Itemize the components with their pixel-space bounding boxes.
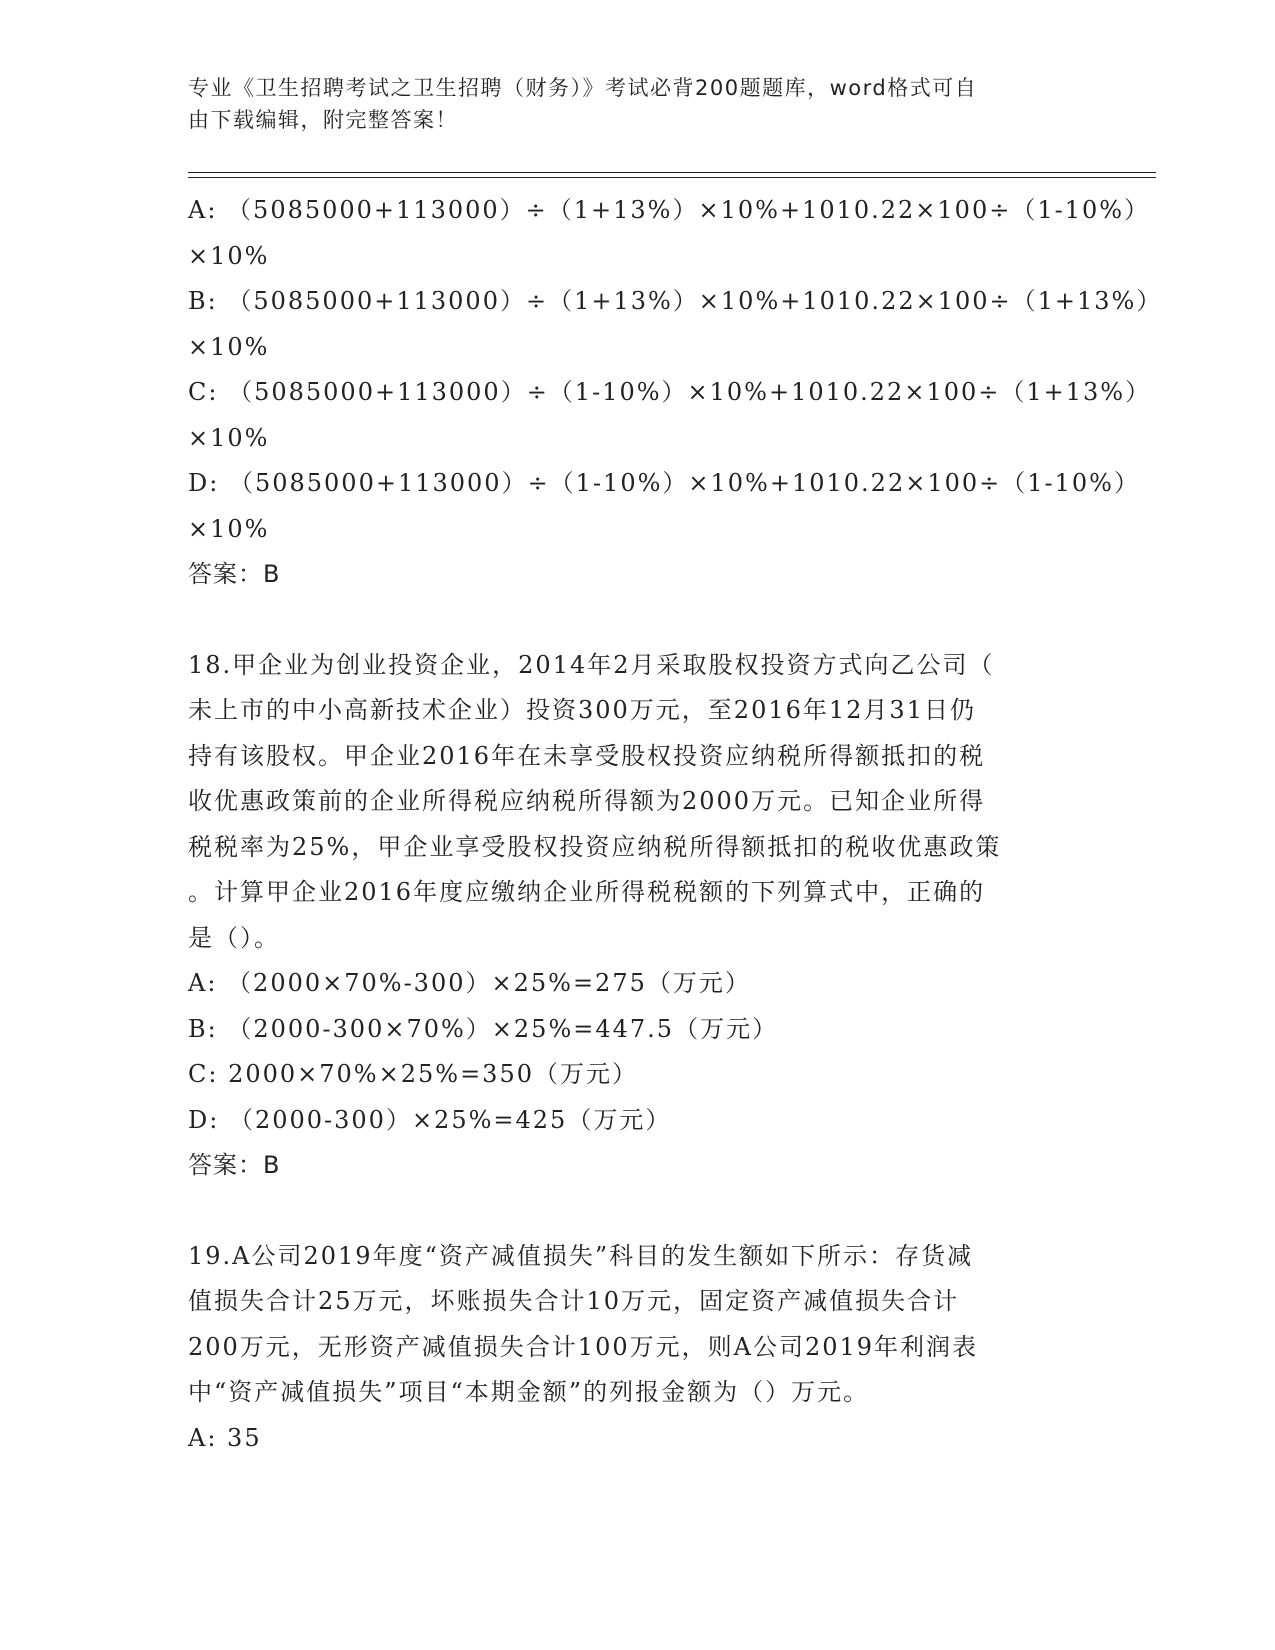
question-18 (188, 643, 1088, 1189)
q17-option-c-line2: ×10% (188, 423, 270, 452)
q17-option-b-line1: B: （5085000+113000）÷（1+13%）×10%+1010.22×100÷（1+13%） (188, 287, 1163, 315)
q18-stem-line: 持有该股权。甲企业2016年在未享受股权投资应纳税所得额抵扣的税 (188, 741, 986, 770)
spacer (188, 598, 1088, 643)
header-divider-bottom (188, 177, 1156, 178)
question-17-options (188, 188, 1163, 598)
header-line-2: 由下载编辑，附完整答案！ (188, 108, 458, 132)
q17-option-a-line2: ×10% (188, 241, 270, 270)
q18-answer: 答案：B (188, 1151, 281, 1179)
header-divider-top (188, 172, 1156, 173)
q18-stem-line: 18.甲企业为创业投资企业，2014年2月采取股权投资方式向乙公司（ (188, 650, 995, 679)
question-19 (188, 1234, 1088, 1462)
q17-option-d-line2: ×10% (188, 514, 270, 543)
q18-option-c: C: 2000×70%×25%=350（万元） (188, 1060, 638, 1088)
question-content (188, 188, 1163, 1461)
q18-stem-line: 是（）。 (188, 923, 280, 952)
q17-option-b-line2: ×10% (188, 332, 270, 361)
q18-stem-line: 税税率为25%，甲企业享受股权投资应纳税所得额抵扣的税收优惠政策 (188, 832, 1002, 861)
q17-option-c-line1: C: （5085000+113000）÷（1-10%）×10%+1010.22×100÷（1+13%） (188, 378, 1152, 406)
q19-stem-line: 值损失合计25万元，坏账损失合计10万元，固定资产减值损失合计 (188, 1287, 960, 1315)
document-header (188, 72, 1068, 136)
q19-stem-line: 200万元，无形资产减值损失合计100万元，则A公司2019年利润表 (188, 1332, 979, 1361)
q18-stem-line: 。计算甲企业2016年度应缴纳企业所得税税额的下列算式中，正确的 (188, 878, 986, 906)
q17-option-a-line1: A: （5085000+113000）÷（1+13%）×10%+1010.22×100÷（1-10%） (188, 196, 1151, 224)
q19-stem-line: 19.A公司2019年度“资产减值损失”科目的发生额如下所示：存货减 (188, 1241, 974, 1270)
q18-option-a: A: （2000×70%-300）×25%=275（万元） (188, 969, 751, 997)
q18-option-d: D: （2000-300）×25%=425（万元） (188, 1105, 672, 1134)
q19-option-a: A: 35 (188, 1423, 262, 1452)
spacer (188, 1189, 1088, 1234)
q18-stem-line: 收优惠政策前的企业所得税应纳税所得额为2000万元。已知企业所得 (188, 787, 986, 815)
q17-option-d-line1: D: （5085000+113000）÷（1-10%）×10%+1010.22×100÷（1-10%） (188, 469, 1140, 497)
q18-option-b: B: （2000-300×70%）×25%=447.5（万元） (188, 1014, 779, 1043)
q18-stem-line: 未上市的中小高新技术企业）投资300万元，至2016年12月31日仍 (188, 696, 976, 724)
q17-answer: 答案：B (188, 560, 281, 588)
q19-stem-line: 中“资产减值损失”项目“本期金额”的列报金额为（）万元。 (188, 1378, 870, 1406)
header-line-1: 专业《卫生招聘考试之卫生招聘（财务）》考试必背200题题库，word格式可自 (188, 76, 978, 100)
